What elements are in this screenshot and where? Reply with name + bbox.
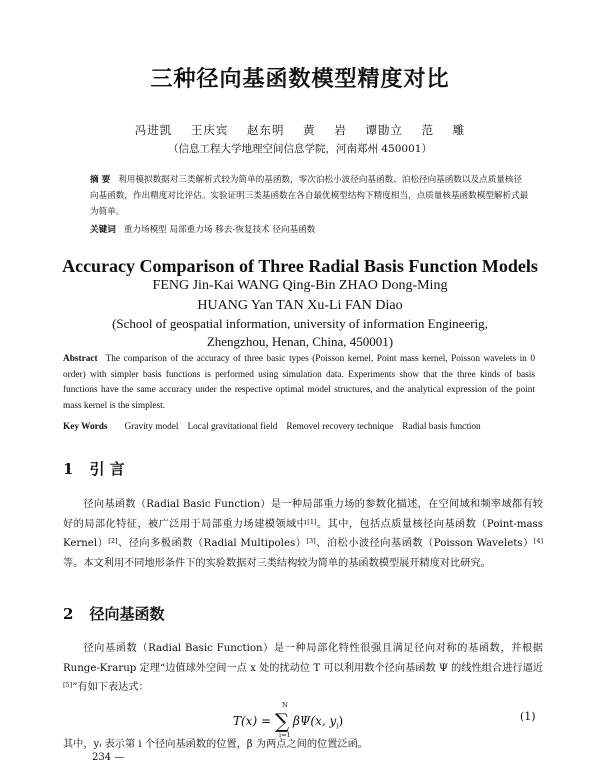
section-2-paragraph: 径向基函数（Radial Basic Function）是一种局部化特性很强且满足径向对称的基函数，并根据 Runge-Krarup 定理“边值球外空间一点 x 处的扰动位 T 可以利用数个径向基函数 Ψ 的线性组合进行逼近[5]”有如下表达式： (63, 643, 543, 693)
chinese-authors: 冯进凯 王庆宾 赵东明 黄 岩 谭勖立 范 雕 (134, 123, 466, 137)
section-1-paragraph: 径向基函数（Radial Basic Function）是一种局部重力场的参数化描述，在空间域和频率域都有较好的局部化特征，被广泛用于局部重力场建模领域中[1]。其中，包括点质量核径向基函数（Point-mass Kernel）[2]、径向多极函数（Radial Multipoles）[3]、泊松小波径向基函数（Poisson Wavelets）[4]等。本文利用不同地形条件下的实验数据对三类结构较为简单的基函数模型展开精度对比研究。 (63, 499, 544, 569)
section-1-number: 1 (63, 460, 74, 478)
sum-lower-limit: i=1 (279, 731, 291, 739)
chinese-keywords (90, 222, 530, 238)
citation: [1] (307, 517, 317, 526)
section-2-heading (63, 603, 164, 624)
section-2-number: 2 (63, 605, 74, 623)
chinese-abstract-text: 利用模拟数据对三类解析式较为简单的基函数，零次泊松小波径向基函数、泊松径向基函数以及点质量核径向基函数，作出精度对比评估。实验证明三类基函数在各自最优模型结构下精度相当，点质量核基函数模型解析式最为简单。 (90, 175, 529, 217)
chinese-keywords-label: 关键词 (90, 225, 116, 235)
equation-note: 其中，yᵢ 表示第 i 个径向基函数的位置，β 为两点之间的位置泛函。 (63, 739, 368, 750)
english-authors-line2: HUANG Yan TAN Xu-Li FAN Diao (197, 298, 403, 313)
keyword: Gravity model (124, 422, 179, 432)
section-1-heading (63, 458, 125, 479)
equation-1 (0, 698, 600, 739)
equation-expression: T(x) = ∑ N i=1 βΨ(x, $y_i$) (233, 701, 344, 739)
keyword: Local gravitational field (187, 422, 278, 432)
chinese-keywords-text: 重力场模型 局部重力场 移去-恢复技术 径向基函数 (123, 225, 316, 235)
page-number: 234 — (92, 752, 125, 763)
english-keywords (63, 422, 481, 432)
citation: [5] (63, 681, 73, 689)
sum-upper-limit: N (282, 701, 288, 709)
english-authors-line1: FENG Jin-Kai WANG Qing-Bin ZHAO Dong-Ming (152, 278, 448, 293)
section-2-title: 径向基函数 (89, 605, 165, 623)
english-abstract-text: The comparison of the accuracy of three basic types (Poisson kernel, Point mass kernel, Poisson wavelets in 0 order) with simpler basis functions is performed using simulation data. Experiments show that the three kinds of basis functions have the same accuracy under the respective optimal model structures, and the analytical expression of the point mass kernel is the simplest. (63, 354, 535, 411)
chinese-title: 三种径向基函数模型精度对比 (150, 66, 450, 92)
english-abstract-label: Abstract (63, 354, 98, 364)
section-1-title: 引 言 (89, 460, 125, 478)
chinese-abstract (90, 172, 530, 220)
chinese-abstract-label: 摘 要 (90, 175, 111, 185)
citation: [4] (533, 537, 543, 545)
summation-symbol: ∑ (274, 709, 290, 733)
keyword: Removel recovery technique (286, 422, 394, 432)
english-affiliation-line1: (School of geospatial information, university of information Engineerig, (112, 316, 488, 331)
equation-number: (1) (520, 710, 536, 723)
keyword: Radial basis function (402, 422, 481, 432)
citation: [3] (306, 537, 316, 545)
chinese-affiliation: （信息工程大学地理空间信息学院，河南郑州 450001） (168, 143, 432, 155)
english-title: Accuracy Comparison of Three Radial Basis Function Models (62, 256, 538, 276)
english-keywords-label: Key Words (63, 422, 108, 432)
english-abstract (63, 352, 535, 414)
english-affiliation-line2: Zhengzhou, Henan, China, 450001) (206, 334, 394, 349)
citation: [2] (108, 537, 118, 545)
